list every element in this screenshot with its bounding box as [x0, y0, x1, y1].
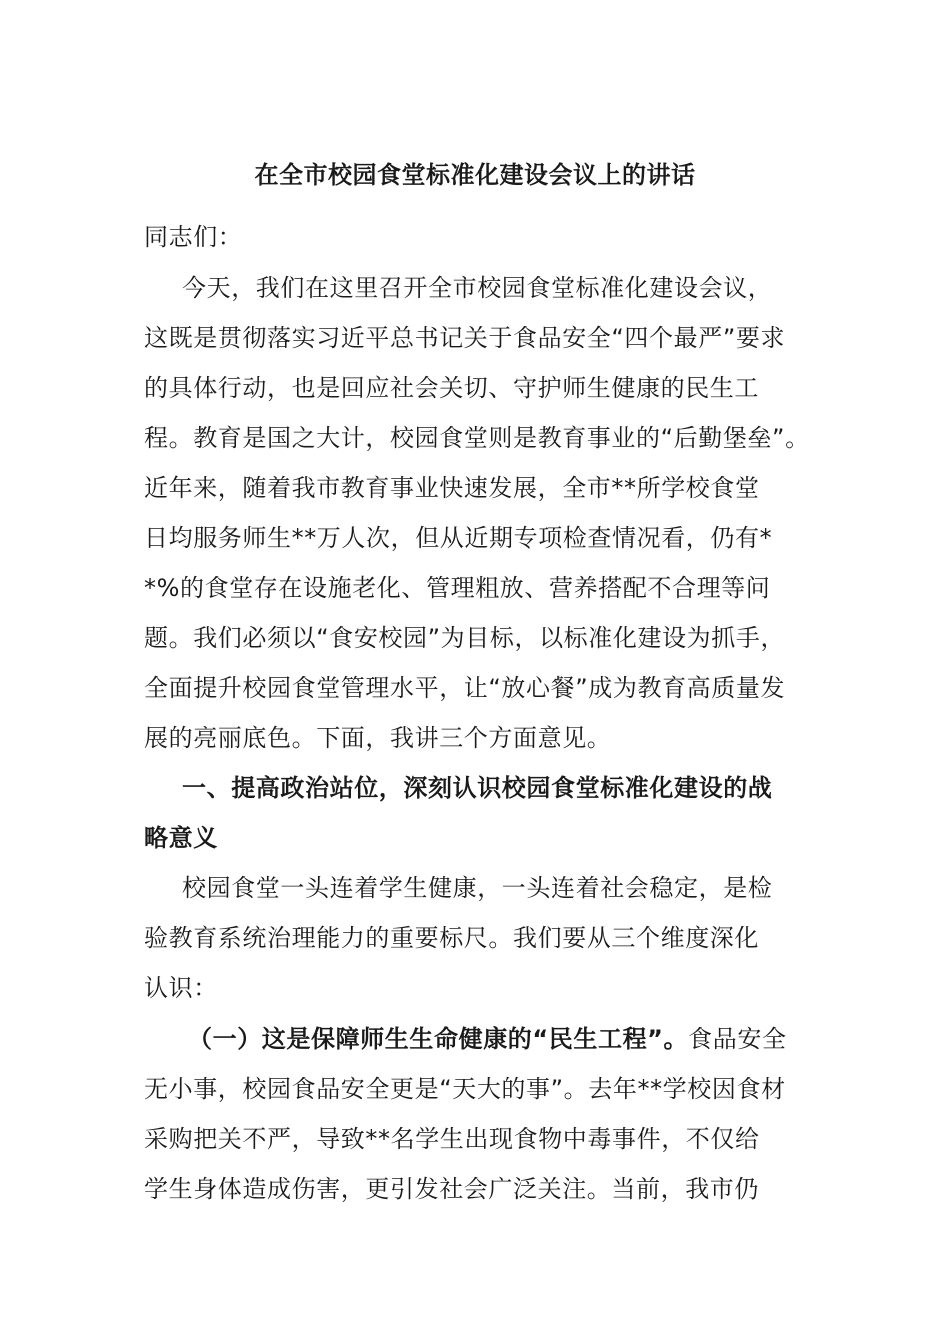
paragraph2-line: 校园食堂一头连着学生健康，一头连着社会稳定，是检	[182, 874, 773, 902]
paragraph3-first-line	[188, 1022, 787, 1056]
paragraph1-line: *%的食堂存在设施老化、管理粗放、营养搭配不合理等问	[144, 574, 771, 602]
salutation: 同志们：	[144, 223, 243, 251]
paragraph1-line: 题。我们必须以“食安校园”为目标，以标准化建设为抓手，	[144, 624, 786, 652]
paragraph3-line: 无小事，校园食品安全更是“天大的事”。去年**学校因食材	[144, 1075, 786, 1103]
paragraph1-line: 这既是贯彻落实习近平总书记关于食品安全“四个最严”要求	[144, 324, 786, 352]
section-heading-1: 一、提高政治站位，深刻认识校园食堂标准化建设的战	[182, 774, 773, 802]
paragraph1-line: 今天，我们在这里召开全市校园食堂标准化建设会议，	[182, 274, 773, 302]
paragraph1-line: 近年来，随着我市教育事业快速发展，全市**所学校食堂	[144, 474, 760, 502]
paragraph3-lead-text: 食品安全	[688, 1025, 787, 1053]
paragraph1-line: 日均服务师生**万人次，但从近期专项检查情况看，仍有*	[144, 524, 773, 552]
paragraph3-line: 学生身体造成伤害，更引发社会广泛关注。当前，我市仍	[144, 1175, 759, 1203]
paragraph2-line: 认识：	[144, 974, 218, 1002]
document-title: 在全市校园食堂标准化建设会议上的讲话	[254, 161, 696, 189]
paragraph1-line: 程。教育是国之大计，校园食堂则是教育事业的“后勤堡垒”。	[144, 424, 810, 452]
paragraph1-line: 的具体行动，也是回应社会关切、守护师生健康的民生工	[144, 374, 759, 402]
paragraph1-line: 展的亮丽底色。下面，我讲三个方面意见。	[144, 724, 612, 752]
subheading-1: （一）这是保障师生生命健康的“民生工程”。	[188, 1025, 689, 1053]
paragraph3-line: 采购把关不严，导致**名学生出现食物中毒事件，不仅给	[144, 1125, 760, 1153]
paragraph2-line: 验教育系统治理能力的重要标尺。我们要从三个维度深化	[144, 924, 759, 952]
paragraph1-line: 全面提升校园食堂管理水平，让“放心餐”成为教育高质量发	[144, 674, 786, 702]
section-heading-1-cont: 略意义	[144, 824, 218, 852]
